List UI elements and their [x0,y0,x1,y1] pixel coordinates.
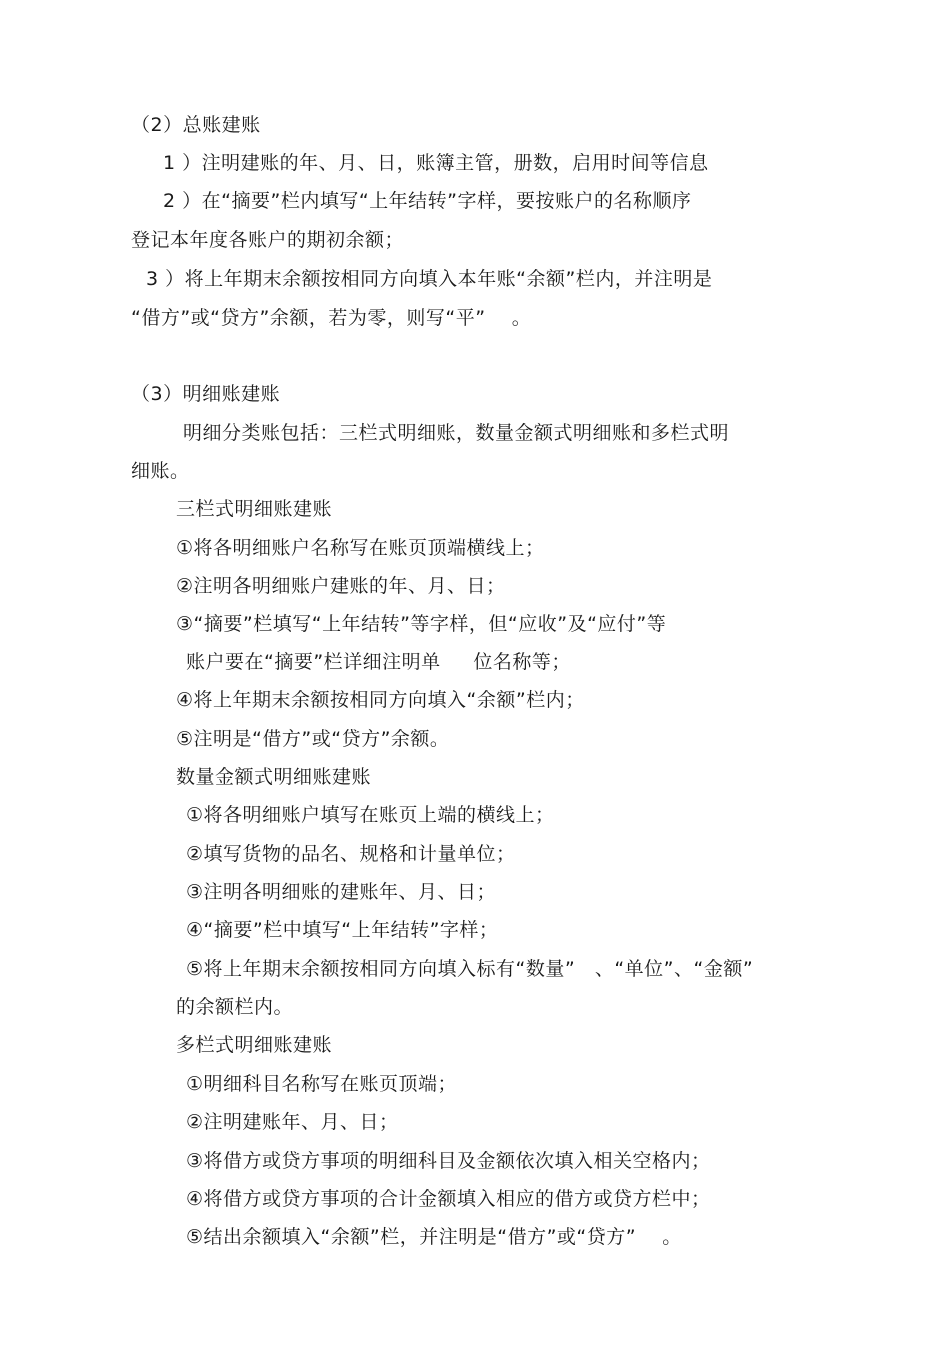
multi-column-item-2: ②注明建账年、月、日； [186,1111,399,1133]
multi-column-item-5: ⑤结出余额填入“余额”栏，并注明是“借方”或“贷方” 。 [186,1226,682,1248]
three-column-title: 三栏式明细账建账 [176,498,333,520]
subsidiary-ledger-heading: （3）明细账建账 [131,383,281,405]
three-column-item-3-line-2: 账户要在“摘要”栏详细注明单 位名称等； [186,651,571,673]
subsidiary-ledger-intro-line-2: 细账。 [131,460,190,482]
three-column-item-3-line-1: ③“摘要”栏填写“上年结转”等字样，但“应收”及“应付”等 [176,613,667,635]
quantity-amount-item-2: ②填写货物的品名、规格和计量单位； [186,843,516,865]
quantity-amount-title: 数量金额式明细账建账 [176,766,372,788]
multi-column-item-1: ①明细科目名称写在账页顶端； [186,1073,458,1095]
quantity-amount-item-4: ④“摘要”栏中填写“上年结转”字样； [186,919,499,941]
quantity-amount-item-3: ③注明各明细账的建账年、月、日； [186,881,497,903]
general-ledger-step-2-line-2: 登记本年度各账户的期初余额； [131,229,405,251]
general-ledger-step-1: 1 ）注明建账的年、月、日，账簿主管，册数，启用时间等信息 [163,152,709,174]
three-column-item-2: ②注明各明细账户建账的年、月、日； [176,575,506,597]
general-ledger-heading: （2）总账建账 [131,114,261,136]
general-ledger-step-2-line-1: 2 ）在“摘要”栏内填写“上年结转”字样，要按账户的名称顺序 [163,190,692,212]
multi-column-item-3: ③将借方或贷方事项的明细科目及金额依次填入相关空格内； [186,1150,711,1172]
three-column-item-5: ⑤注明是“借方”或“贷方”余额。 [176,728,450,750]
three-column-item-1: ①将各明细账户名称写在账页顶端横线上； [176,537,545,559]
multi-column-item-4: ④将借方或贷方事项的合计金额填入相应的借方或贷方栏中； [186,1188,711,1210]
subsidiary-ledger-intro-line-1: 明细分类账包括：三栏式明细账，数量金额式明细账和多栏式明 [183,422,730,444]
three-column-item-4: ④将上年期末余额按相同方向填入“余额”栏内； [176,689,585,711]
multi-column-title: 多栏式明细账建账 [176,1034,333,1056]
quantity-amount-item-5-line-2: 的余额栏内。 [176,996,294,1018]
general-ledger-step-3-line-2: “借方”或“贷方”余额，若为零，则写“平” 。 [131,307,532,329]
quantity-amount-item-1: ①将各明细账户填写在账页上端的横线上； [186,804,555,826]
quantity-amount-item-5-line-1: ⑤将上年期末余额按相同方向填入标有“数量” 、“单位”、“金额” [186,958,754,980]
general-ledger-step-3-line-1: 3 ）将上年期末余额按相同方向填入本年账“余额”栏内，并注明是 [146,268,713,290]
